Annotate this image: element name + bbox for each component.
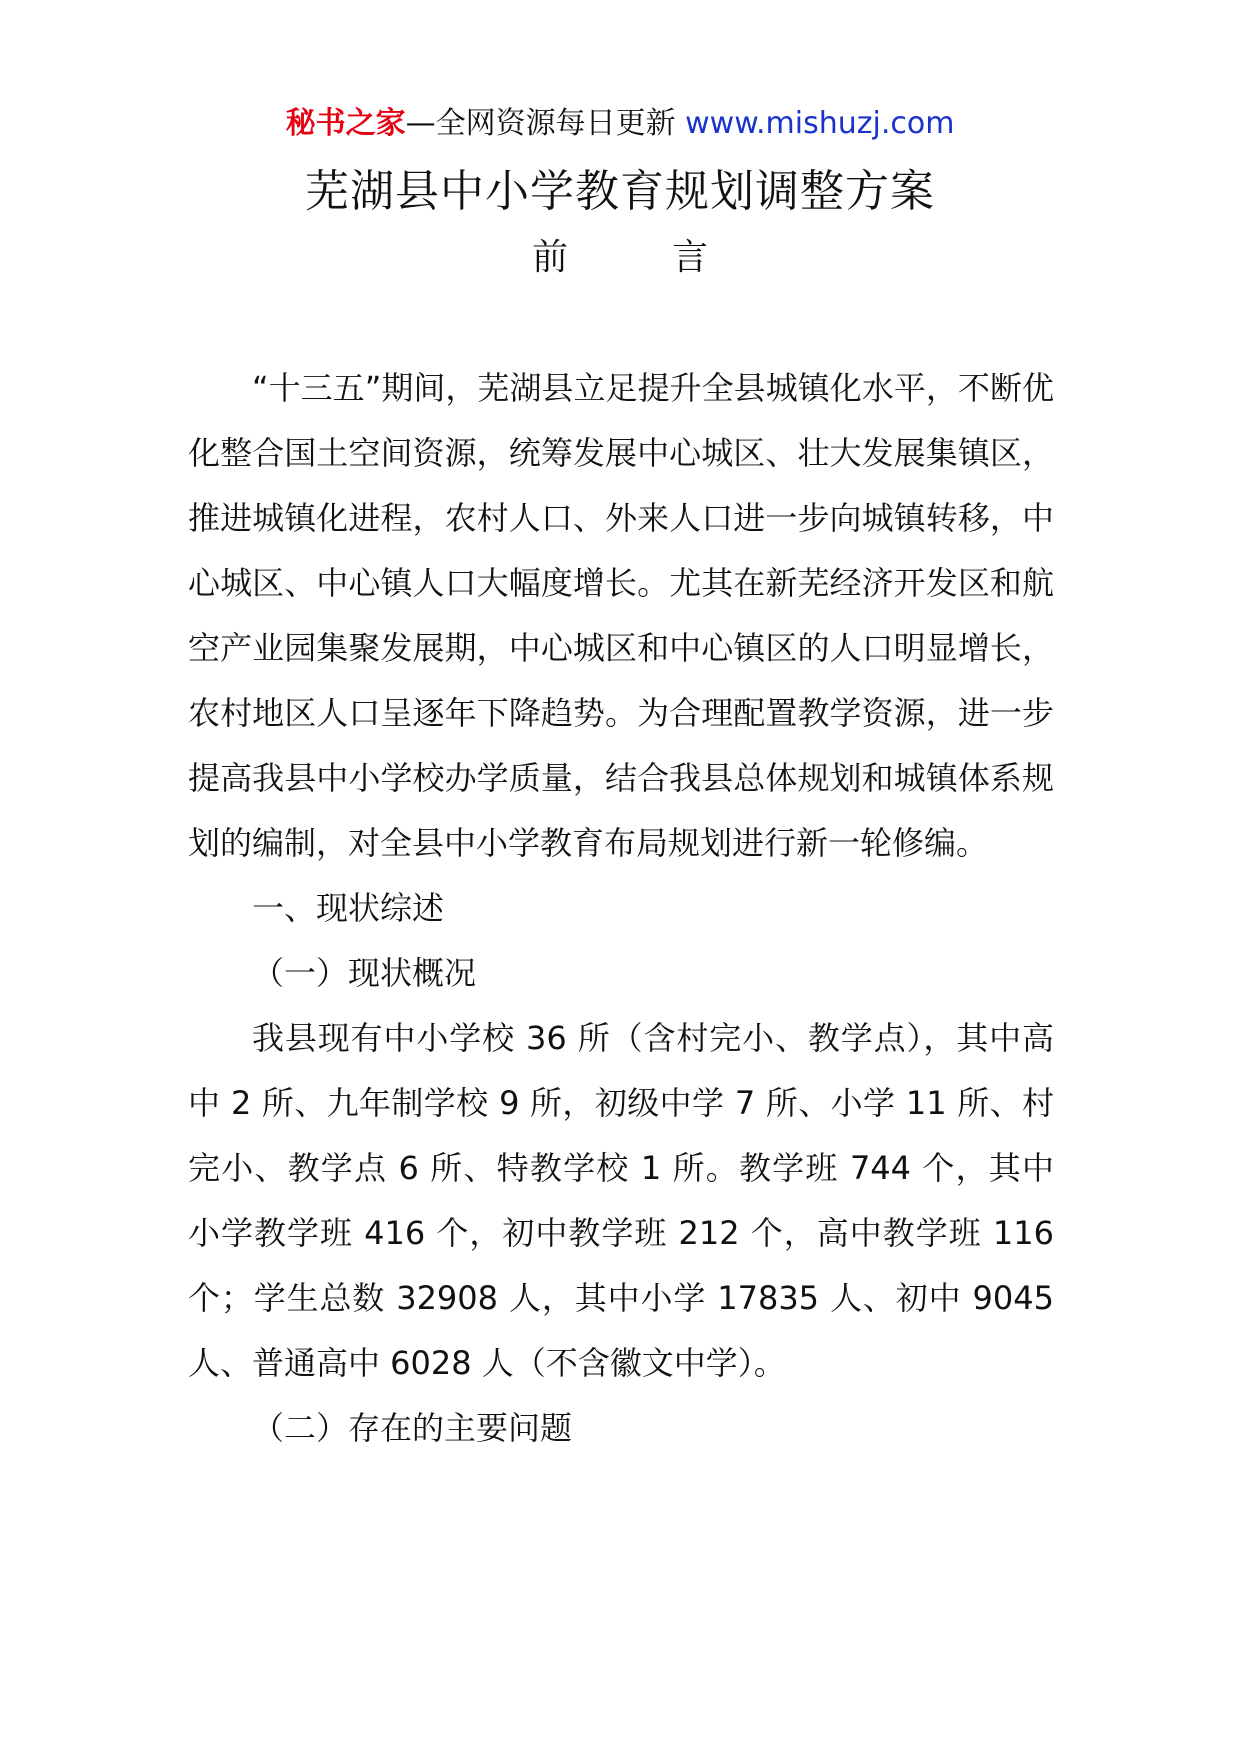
intro-paragraph: “十三五”期间，芜湖县立足提升全县城镇化水平，不断优化整合国土空间资源，统筹发展中心城区、壮大发展集镇区，推进城镇化进程，农村人口、外来人口进一步向城镇转移，中心城区、中心镇人口大幅度增长。尤其在新芜经济开发区和航空产业园集聚发展期，中心城区和中心镇区的人口明显增长，农村地区人口呈逐年下降趋势。为合理配置教学资源，进一步提高我县中小学校办学质量，结合我县总体规划和城镇体系规划的编制，对全县中小学教育布局规划进行新一轮修编。 bbox=[188, 369, 1054, 862]
site-url-link[interactable]: www.mishuzj.com bbox=[685, 106, 955, 141]
subsection-1-paragraph: 我县现有中小学校 36 所（含村完小、教学点），其中高中 2 所、九年制学校 9 所，初级中学 7 所、小学 11 所、村完小、教学点 6 所、特教学校 1 所。教学班 744 个，其中小学教学班 416 个，初中教学班 212 个，高中教学班 116 个；学生总数 32908 人，其中小学 17835 人、初中 9045 人、普通高中 6028 人（不含徽文中学）。 bbox=[188, 1019, 1054, 1382]
preface-heading-char-2: 言 bbox=[672, 237, 709, 278]
brand-name: 秘书之家 bbox=[285, 106, 406, 141]
section-1-title: 一、现状综述 bbox=[252, 889, 445, 927]
site-header bbox=[0, 102, 1240, 146]
subsection-1-title: （一）现状概况 bbox=[252, 954, 477, 992]
document-body bbox=[188, 356, 1054, 1461]
header-tagline: —全网资源每日更新 bbox=[405, 106, 676, 141]
subsection-2-title: （二）存在的主要问题 bbox=[252, 1409, 573, 1447]
preface-heading-char-1: 前 bbox=[531, 237, 568, 278]
page-title: 芜湖县中小学教育规划调整方案 bbox=[305, 166, 935, 217]
preface-heading bbox=[0, 232, 1240, 284]
